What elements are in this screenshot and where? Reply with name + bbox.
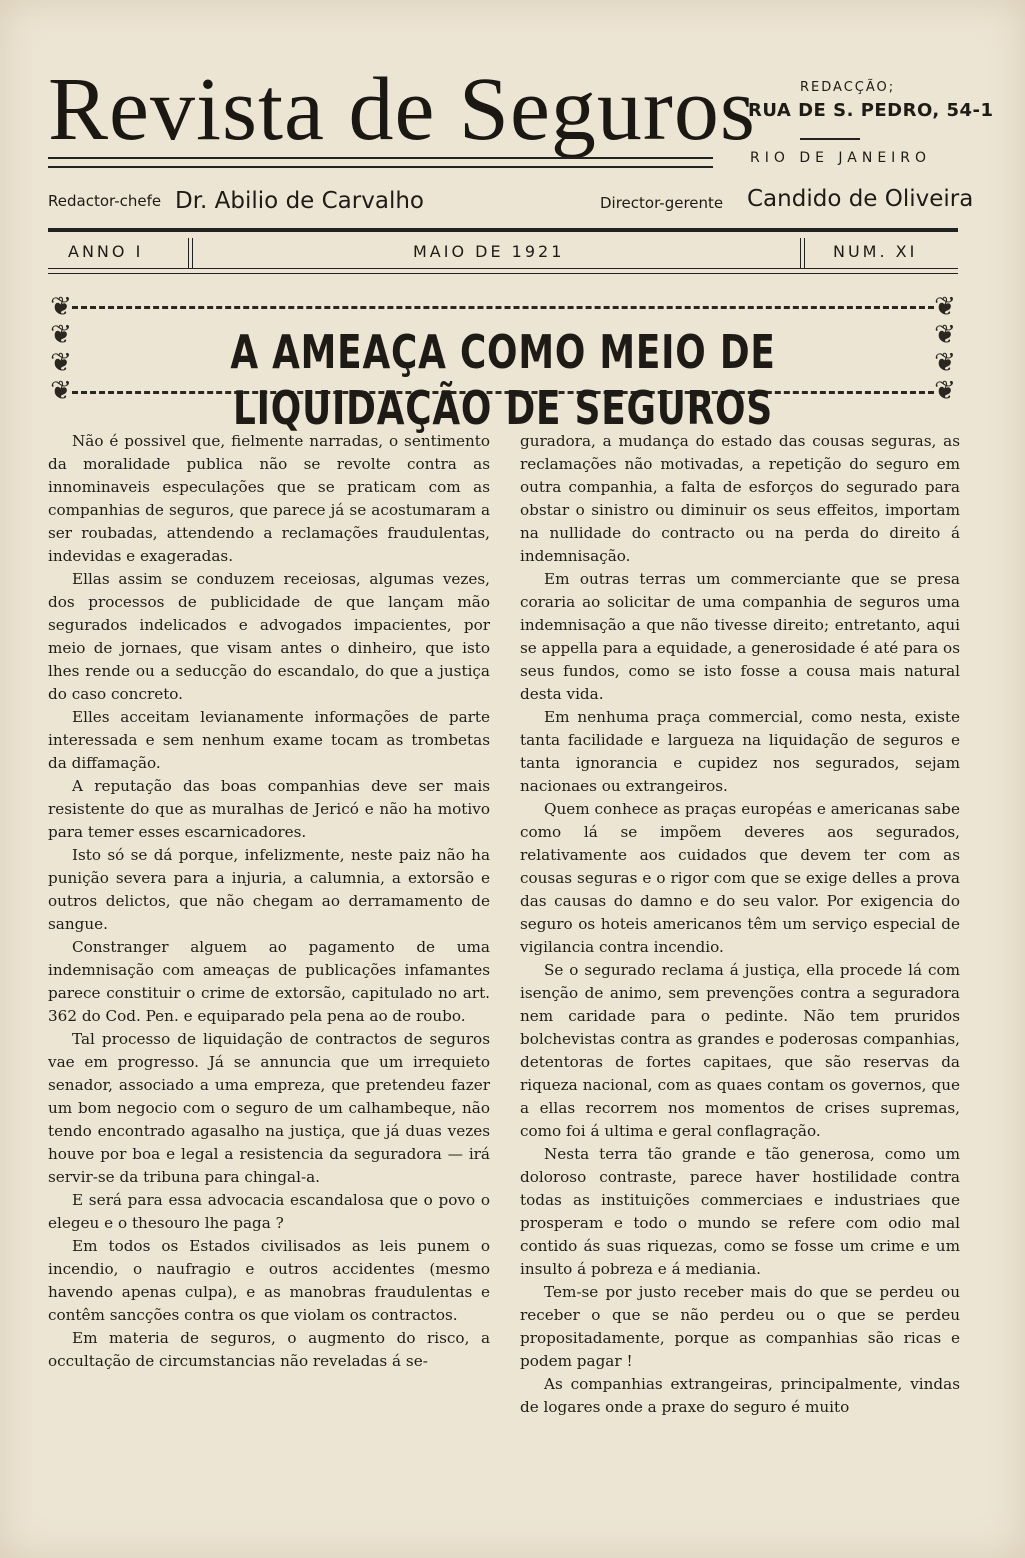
issue-date: MAIO DE 1921 — [413, 242, 565, 261]
director-name: Candido de Oliveira — [747, 186, 974, 212]
paragraph: As companhias extrangeiras, principalmente, vindas de logares onde a praxe do seguro é muito — [520, 1375, 960, 1416]
article-column-left — [48, 430, 490, 1373]
ornament-icon: ❦ — [934, 320, 956, 350]
paragraph: Se o segurado reclama á justiça, ella procede lá com isenção de animo, sem prevenções contra a seguradora nem caridade para o pedinte. Não tem pruridos bolchevistas contra as grandes e poderosas companhias, detentoras de fortes capitaes, que são reservas da riqueza nacional, com as quaes contam os governos, que a ellas recorrem nos momentos de crises supremas, como foi á ultima e geral conflagração. — [520, 961, 960, 1140]
divider — [800, 238, 805, 268]
director-role: Director-gerente — [600, 194, 724, 212]
paragraph: Quem conhece as praças européas e americanas sabe como lá se impõem deveres aos segurados, relativamente aos cuidados que devem ter com as cousas seguras e o rigor com que se exige delles a prova das causas do damno e do seu valor. Por exigencia do seguro os hoteis americanos têm um serviço especial de vigilancia contra incendio. — [520, 800, 960, 956]
article-column-right — [520, 430, 960, 1419]
paragraph: Tem-se por justo receber mais do que se perdeu ou receber o que se não perdeu ou o que se perdeu propositadamente, porque as companhias são ricas e podem pagar ! — [520, 1283, 960, 1370]
divider — [48, 273, 958, 274]
paragraph: Elles acceitam levianamente informações de parte interessada e sem nenhum exame tocam as trombetas da diffamação. — [48, 708, 490, 772]
paragraph: Ellas assim se conduzem receiosas, algumas vezes, dos processos de publicidade de que lançam mão segurados indelicados e advogados impacientes, por meio de jornaes, que visam antes o dinheiro, que isto lhes rende ou a seducção do escandalo, do que a justiça do caso concreto. — [48, 570, 490, 703]
redaccao-address: RUA DE S. PEDRO, 54-1 — [748, 100, 994, 121]
paragraph: Constranger alguem ao pagamento de uma indemnisação com ameaças de publicações infamantes parece constituir o crime de extorsão, capitulado no art. 362 do Cod. Pen. e equiparado pela pena ao de roubo. — [48, 938, 490, 1025]
issue-number: NUM. XI — [833, 242, 918, 261]
divider — [72, 306, 934, 309]
paragraph: E será para essa advocacia escandalosa que o povo o elegeu e o thesouro lhe paga ? — [48, 1191, 490, 1232]
ornament-icon: ❦ — [50, 320, 72, 350]
issue-bar — [48, 228, 958, 269]
redaccao-label: REDACÇÃO; — [800, 80, 896, 95]
city-label: RIO DE JANEIRO — [750, 150, 932, 166]
masthead-rule — [48, 157, 713, 168]
ornament-icon: ❦ — [50, 348, 72, 378]
masthead-title: Revista de Seguros — [48, 60, 756, 159]
paragraph: Não é possivel que, fielmente narradas, o sentimento da moralidade publica não se revolte contra as innominaveis especulações que se praticam com as companhias de seguros, que parece já se acostumaram a ser roubadas, attendendo a reclamações fraudulentas, indevidas e exageradas. — [48, 432, 490, 565]
paragraph: Nesta terra tão grande e tão generosa, como um doloroso contraste, parece haver hostilidade contra todas as instituições commerciaes e industriaes que prosperam e todo o mundo se refere com odio mal contido ás suas riquezas, como se fosse um crime e um insulto á pobreza e á mediania. — [520, 1145, 960, 1278]
paragraph: Em outras terras um commerciante que se presa coraria ao solicitar de uma companhia de seguros uma indemnisação a que não tivesse direito; entretanto, aqui se appella para a equidade, a generosidade é até para os seus fundos, como se isto fosse a cousa mais natural desta vida. — [520, 570, 960, 703]
paragraph: Em todos os Estados civilisados as leis punem o incendio, o naufragio e outros accidentes (mesmo havendo apenas culpa), e as manobras fraudulentas e contêm sancções contra os que violam os contractos. — [48, 1237, 490, 1324]
ornament-icon: ❦ — [934, 376, 956, 406]
issue-year: ANNO I — [68, 242, 144, 261]
editor-role: Redactor-chefe — [48, 192, 162, 210]
ornament-icon: ❦ — [934, 348, 956, 378]
paragraph: Tal processo de liquidação de contractos de seguros vae em progresso. Já se annuncia que um irrequieto senador, associado a uma empreza, que pretendeu fazer um bom negocio com o seguro de um calhambeque, não tendo encontrado agasalho na justiça, que já duas vezes houve por boa e legal a resistencia da seguradora — irá servir-se da tribuna para chingal-a. — [48, 1030, 490, 1186]
ornament-icon: ❦ — [50, 376, 72, 406]
divider — [800, 138, 860, 140]
paragraph: Em nenhuma praça commercial, como nesta, existe tanta facilidade e largueza na liquidação de seguros e tanta ignorancia e cupidez nos segurados, sejam nacionaes ou extrangeiros. — [520, 708, 960, 795]
ornament-icon: ❦ — [934, 292, 956, 322]
paragraph: Em materia de seguros, o augmento do risco, a occultação de circumstancias não reveladas á se- — [48, 1329, 490, 1370]
paragraph: Isto só se dá porque, infelizmente, neste paiz não ha punição severa para a injuria, a calumnia, a extorsão e outros delictos, que não chegam ao derramamento de sangue. — [48, 846, 490, 933]
headline-frame — [48, 292, 958, 435]
paragraph: guradora, a mudança do estado das cousas seguras, as reclamações não motivadas, a repetição do seguro em outra companhia, a falta de esforços do segurado para obstar o sinistro ou diminuir os seus effeitos, importam na nullidade do contracto ou na perda do direito á indemnisação. — [520, 432, 960, 565]
paragraph: A reputação das boas companhias deve ser mais resistente do que as muralhas de Jericó e não ha motivo para temer esses escarnicadores. — [48, 777, 490, 841]
article-headline: A AMEAÇA COMO MEIO DE LIQUIDAÇÃO DE SEGUROS — [230, 325, 776, 435]
editor-name: Dr. Abilio de Carvalho — [175, 188, 424, 214]
ornament-icon: ❦ — [50, 292, 72, 322]
divider — [188, 238, 193, 268]
